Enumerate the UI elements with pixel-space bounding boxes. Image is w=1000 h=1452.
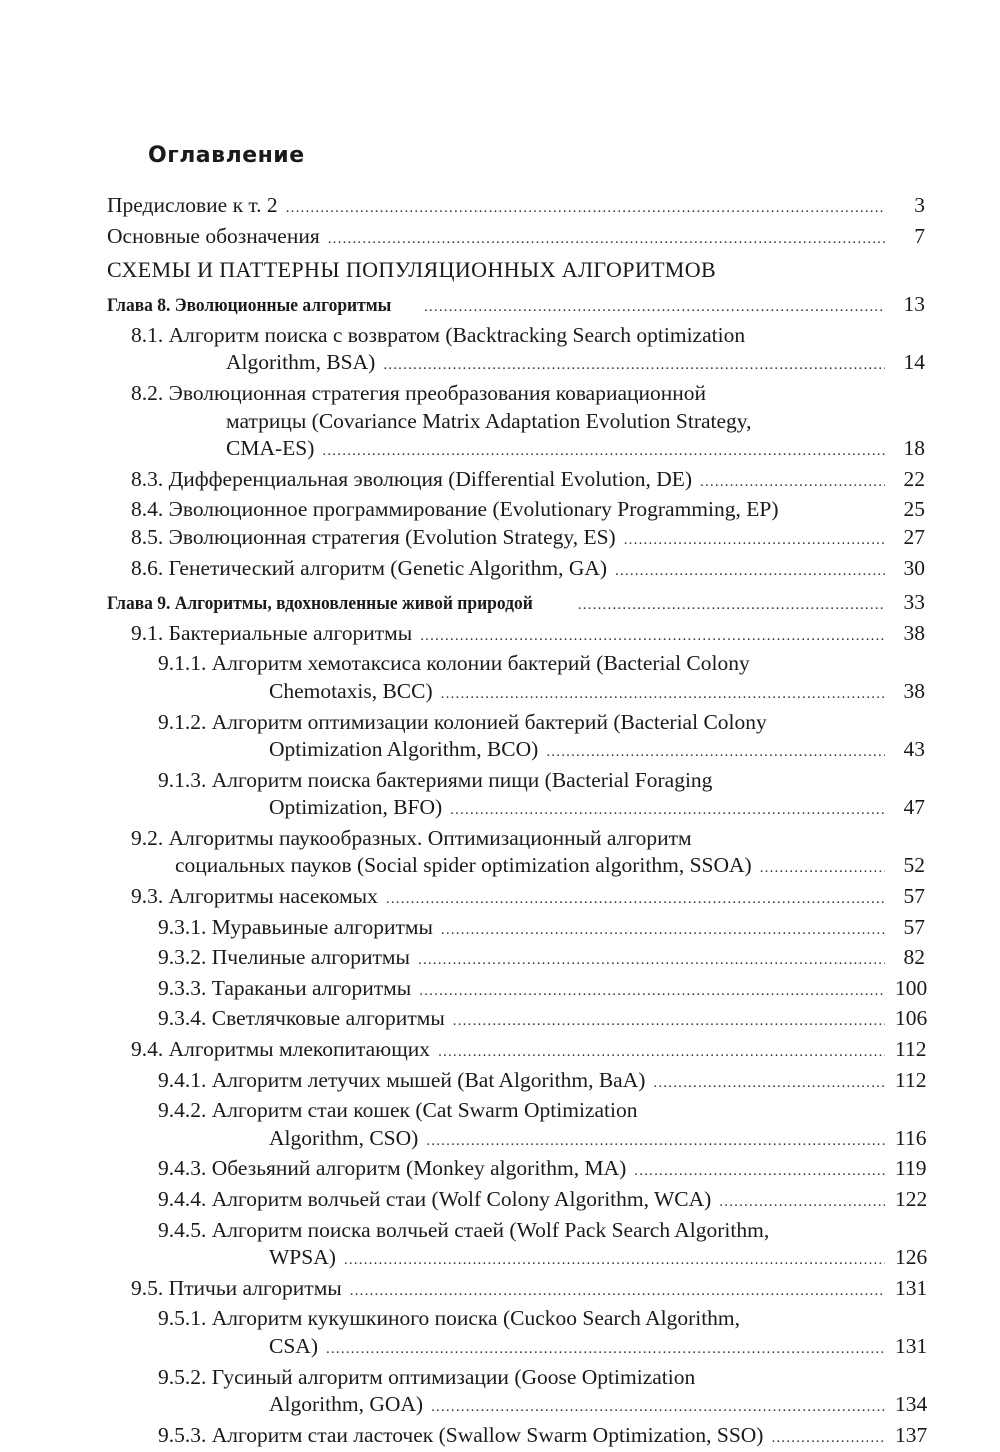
entry-text-cont: Chemotaxis, BCC): [269, 678, 433, 703]
leader-dots: [453, 1008, 885, 1036]
page-number: 43: [903, 737, 925, 762]
page-number: 82: [903, 945, 925, 970]
entry-text: 9.4. Алгоритмы млекопитающих: [131, 1037, 431, 1062]
entry-text-cont: социальных пауков (Social spider optimization algorithm, SSOA): [175, 853, 752, 878]
toc-section-9-3-4[interactable]: [107, 1005, 928, 1036]
toc-section-8-3[interactable]: [107, 466, 925, 497]
entry-text-cont: матрицы (Covariance Matrix Adaptation Evolution Strategy,: [226, 408, 752, 433]
leader-dots: [383, 352, 885, 380]
leader-dots: [419, 978, 885, 1006]
toc-section-8-2[interactable]: [107, 380, 925, 466]
chapter-title: Глава 9. Алгоритмы, вдохновленные живой природой: [107, 593, 533, 615]
leader-dots: [771, 1425, 885, 1452]
toc-section-9-3-2[interactable]: [107, 944, 925, 975]
page-number: 112: [895, 1067, 927, 1092]
leader-dots: [615, 558, 885, 586]
leader-dots: [286, 195, 885, 223]
toc-section-9-4-2[interactable]: [107, 1097, 925, 1155]
chapter-title: Глава 8. Эволюционные алгоритмы: [107, 295, 392, 317]
leader-dots: [441, 917, 885, 945]
entry-text: 8.1. Алгоритм поиска с возвратом (Backtracking Search optimization: [131, 322, 746, 347]
entry-text: 8.6. Генетический алгоритм (Genetic Algorithm, GA): [131, 555, 608, 580]
entry-text: 9.4.3. Обезьяний алгоритм (Monkey algorithm, MA): [158, 1156, 627, 1181]
page-number: 57: [903, 884, 925, 909]
toc-section-9-5-2[interactable]: [107, 1364, 928, 1422]
leader-dots: [420, 623, 885, 651]
page-number: 30: [903, 555, 925, 580]
entry-text: 9.3.1. Муравьиные алгоритмы: [158, 914, 433, 939]
entry-text-cont: Algorithm, GOA): [269, 1392, 424, 1417]
toc-section-9-1-3[interactable]: [107, 767, 925, 825]
entry-text: 9.4.1. Алгоритм летучих мышей (Bat Algorithm, BaA): [158, 1067, 646, 1092]
leader-dots: [326, 1336, 885, 1364]
entry-text: 9.3.3. Тараканьи алгоритмы: [158, 975, 412, 1000]
entry-text: 9.4.2. Алгоритм стаи кошек (Cat Swarm Optimization: [158, 1098, 638, 1123]
page-title: Оглавление: [148, 143, 305, 168]
toc-section-9-1-1[interactable]: [107, 650, 925, 708]
toc-section-9-4-1[interactable]: [107, 1067, 925, 1098]
entry-text: 8.2. Эволюционная стратегия преобразования ковариационной: [131, 380, 707, 405]
page-number: 3: [914, 193, 925, 217]
entry-text: 9.4.5. Алгоритм поиска волчьей стаей (Wolf Pack Search Algorithm,: [158, 1217, 770, 1242]
leader-dots: [426, 1128, 885, 1156]
entry-text: 9.5.1. Алгоритм кукушкиного поиска (Cuckoo Search Algorithm,: [158, 1306, 741, 1331]
leader-dots: [350, 1278, 885, 1306]
toc-section-9-1-2[interactable]: [107, 709, 925, 767]
toc-section-9-2[interactable]: [107, 825, 925, 883]
toc-chapter-8[interactable]: [107, 291, 925, 322]
leader-dots: [328, 226, 885, 254]
toc-section-9-3-1[interactable]: [107, 914, 925, 945]
toc-section-9-4[interactable]: [107, 1036, 925, 1067]
entry-text: 9.5. Птичьи алгоритмы: [131, 1275, 342, 1300]
toc-section-9-5-3[interactable]: [107, 1422, 928, 1452]
leader-dots: [653, 1070, 885, 1098]
entry-text: 9.3. Алгоритмы насекомых: [131, 884, 378, 909]
page-number: 119: [895, 1156, 927, 1181]
entry-text-cont: CMA-ES): [226, 436, 315, 461]
page-number: 137: [895, 1422, 928, 1447]
leader-dots: [578, 592, 885, 620]
part-title: СХЕМЫ И ПАТТЕРНЫ ПОПУЛЯЦИОННЫХ АЛГОРИТМОВ: [107, 257, 717, 283]
entry-text: Предисловие к т. 2: [107, 193, 278, 217]
page-number: 131: [895, 1333, 928, 1358]
entry-text: 9.2. Алгоритмы паукообразных. Оптимизационный алгоритм: [131, 825, 692, 850]
page-number: 22: [903, 466, 925, 491]
entry-text: 9.5.2. Гусиный алгоритм оптимизации (Goose Optimization: [158, 1364, 696, 1389]
page-number: 52: [903, 853, 925, 878]
page-number: 27: [903, 524, 925, 549]
toc-section-8-4[interactable]: [107, 496, 925, 524]
entry-text: 9.1.3. Алгоритм поиска бактериями пищи (Bacterial Foraging: [158, 767, 713, 792]
table-of-contents: [107, 192, 928, 1452]
page-number: 47: [903, 795, 925, 820]
page-number: 131: [895, 1275, 928, 1300]
entry-text-cont: Algorithm, CSO): [269, 1125, 419, 1150]
page-number: 116: [895, 1125, 927, 1150]
leader-dots: [431, 1394, 885, 1422]
page-number: 25: [903, 497, 925, 522]
toc-chapter-9[interactable]: [107, 589, 925, 620]
leader-dots: [441, 681, 885, 709]
page-number: 126: [895, 1245, 928, 1270]
page-number: 18: [903, 436, 925, 461]
leader-dots: [344, 1247, 885, 1275]
entry-text: 9.1.1. Алгоритм хемотаксиса колонии бактерий (Bacterial Colony: [158, 651, 750, 676]
toc-entry-preface[interactable]: [107, 192, 925, 223]
page-number: 122: [895, 1187, 928, 1211]
toc-entry-notation[interactable]: [107, 223, 925, 254]
entry-text: 9.3.2. Пчелиные алгоритмы: [158, 945, 410, 970]
leader-dots: [546, 739, 885, 767]
leader-dots: [322, 438, 885, 466]
page-number: 38: [903, 620, 925, 645]
entry-text-cont: Optimization, BFO): [269, 795, 443, 820]
entry-text: 9.1. Бактериальные алгоритмы: [131, 620, 413, 645]
page-number: 33: [903, 590, 925, 615]
toc-section-9-4-5[interactable]: [107, 1217, 928, 1275]
entry-text: 8.4. Эволюционное программирование (Evolutionary Programming, EP): [131, 497, 779, 522]
toc-section-8-1[interactable]: [107, 322, 925, 380]
leader-dots: [634, 1158, 885, 1186]
entry-text-cont: Algorithm, BSA): [226, 350, 376, 375]
leader-dots: [760, 855, 885, 883]
page-number: 100: [895, 975, 928, 1000]
entry-text: 8.3. Дифференциальная эволюция (Differential Evolution, DE): [131, 466, 693, 491]
entry-text: 9.1.2. Алгоритм оптимизации колонией бактерий (Bacterial Colony: [158, 709, 767, 734]
entry-text: 8.5. Эволюционная стратегия (Evolution Strategy, ES): [131, 524, 616, 549]
page-number: 13: [903, 292, 925, 317]
leader-dots: [719, 1189, 885, 1217]
toc-section-9-5[interactable]: [107, 1275, 928, 1306]
entry-text-cont: WPSA): [269, 1245, 336, 1270]
toc-section-9-5-1[interactable]: [107, 1305, 928, 1363]
page-number: 112: [895, 1037, 927, 1062]
leader-dots: [418, 947, 885, 975]
leader-dots: [624, 527, 885, 555]
toc-section-8-6[interactable]: [107, 555, 925, 586]
page-number: 134: [895, 1392, 928, 1417]
toc-section-9-3-3[interactable]: [107, 975, 928, 1006]
entry-text: Основные обозначения: [107, 223, 320, 248]
toc-section-9-4-4[interactable]: [107, 1186, 928, 1217]
leader-dots: [424, 294, 885, 322]
toc-section-9-3[interactable]: [107, 883, 925, 914]
toc-section-9-1[interactable]: [107, 620, 925, 651]
page-number: 7: [914, 223, 925, 248]
leader-dots: [700, 469, 885, 497]
toc-section-9-4-3[interactable]: [107, 1155, 925, 1186]
leader-dots: [450, 797, 885, 825]
entry-text-cont: CSA): [269, 1333, 318, 1358]
entry-text: 9.5.3. Алгоритм стаи ласточек (Swallow Swarm Optimization, SSO): [158, 1422, 764, 1447]
leader-dots: [438, 1039, 885, 1067]
page-number: 38: [903, 678, 925, 703]
entry-text: 9.4.4. Алгоритм волчьей стаи (Wolf Colony Algorithm, WCA): [158, 1187, 712, 1211]
leader-dots: [386, 886, 885, 914]
entry-text-cont: Optimization Algorithm, BCO): [269, 737, 539, 762]
page-number: 57: [903, 914, 925, 939]
toc-section-8-5[interactable]: [107, 524, 925, 555]
page-number: 14: [903, 350, 925, 375]
page-number: 106: [895, 1006, 928, 1031]
entry-text: 9.3.4. Светлячковые алгоритмы: [158, 1006, 445, 1031]
